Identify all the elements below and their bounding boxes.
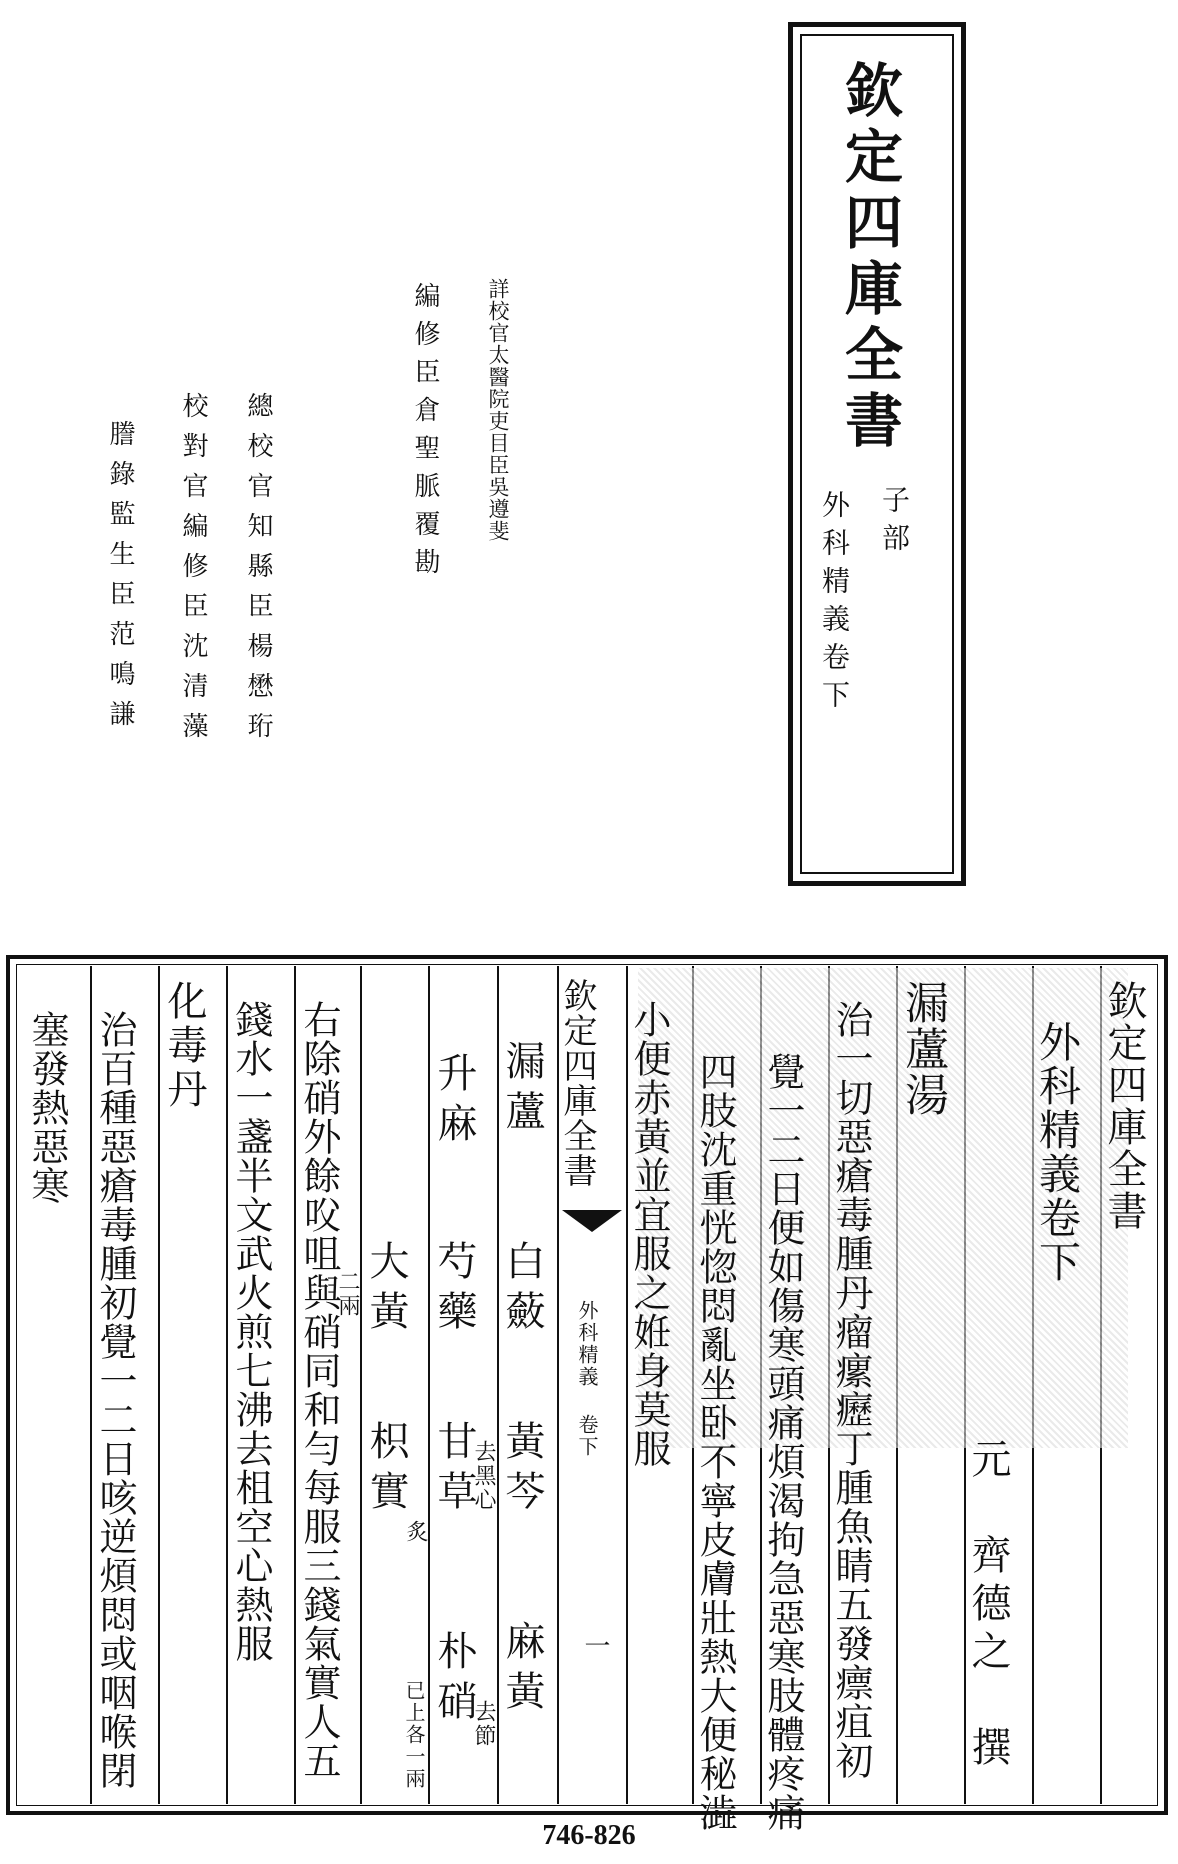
page-id: 746-826 xyxy=(542,1820,636,1851)
paragraph-line: 治一切惡瘡毒腫丹瘤瘰癧丁腫魚睛五發瘭疽初 xyxy=(829,1000,873,1780)
column-rule xyxy=(90,966,92,1804)
fishtail-title: 欽定四庫全書 xyxy=(557,978,597,1188)
column-rule xyxy=(428,966,430,1804)
ingredient-name: 升麻 xyxy=(431,1052,477,1152)
ingredient-name: 黃芩 xyxy=(499,1420,545,1520)
recipe2-line: 塞發熱惡寒 xyxy=(25,1010,69,1205)
fishtail-page-number: 一 xyxy=(580,1632,610,1660)
ingredient-name: 朴硝 xyxy=(431,1630,477,1730)
ingredient-note: 已上各一兩 xyxy=(402,1680,426,1790)
column-rule xyxy=(158,966,160,1804)
ingredient-name: 白蘞 xyxy=(499,1240,545,1340)
instruction-line: 右除硝外餘㕮咀與硝同和勻每服三錢氣實人五 xyxy=(297,1000,341,1780)
ingredient-note: 二兩 xyxy=(335,1270,360,1318)
recipe2-title: 化毒丹 xyxy=(161,980,207,1112)
fishtail-mark xyxy=(562,1210,622,1232)
page-header: 欽定四庫全書 xyxy=(1101,980,1147,1232)
paragraph-line: 覺一二日便如傷寒頭痛煩渴拘急惡寒肢體疼痛 xyxy=(761,1052,805,1832)
volume-label: 外科精義卷下 xyxy=(818,490,851,718)
ingredient-name: 漏蘆 xyxy=(499,1040,545,1140)
ingredient-name: 枳實 xyxy=(363,1420,409,1520)
paragraph-line: 四肢沈重恍惚悶亂坐卧不寧皮膚壯熱大便秘澁 xyxy=(693,1052,737,1832)
ingredient-name: 麻黃 xyxy=(499,1620,545,1720)
credit-line-5: 謄錄監生臣范鳴謙 xyxy=(105,420,135,740)
fishtail-subtitle: 外科精義 卷下 xyxy=(575,1300,599,1458)
paragraph-line: 小便赤黃並宜服之姙身莫服 xyxy=(627,1000,671,1468)
ingredient-note: 炙 xyxy=(403,1520,428,1544)
category-label: 子部 xyxy=(878,485,911,561)
ingredient-name: 大黃 xyxy=(363,1240,409,1340)
ingredient-name: 甘草 xyxy=(431,1420,477,1520)
ingredient-note: 去黑心 xyxy=(471,1440,496,1512)
credit-line-4: 校對官編修臣沈清藻 xyxy=(178,392,208,752)
volume-heading: 外科精義卷下 xyxy=(1033,1020,1082,1284)
instruction-line: 錢水一盞半文武火煎七沸去柤空心熱服 xyxy=(229,1000,273,1663)
recipe-title: 漏蘆湯 xyxy=(897,980,948,1118)
credit-line-3: 總校官知縣臣楊懋珩 xyxy=(243,392,273,752)
recipe2-line: 治百種惡瘡毒腫初覺一二日咳逆煩悶或咽喉閉 xyxy=(93,1010,137,1790)
book-title: 欽定四庫全書 xyxy=(835,60,903,456)
column-rule xyxy=(360,966,362,1804)
column-rule xyxy=(294,966,296,1804)
column-rule xyxy=(226,966,228,1804)
ingredient-name: 芍藥 xyxy=(431,1240,477,1340)
credit-line-1: 詳校官太醫院吏目臣吳遵斐 xyxy=(486,278,510,542)
ingredient-note: 去節 xyxy=(471,1700,496,1748)
credit-line-2: 編修臣倉聖脈覆勘 xyxy=(410,282,440,586)
author-line: 元 齊德之 撰 xyxy=(965,1438,1011,1774)
